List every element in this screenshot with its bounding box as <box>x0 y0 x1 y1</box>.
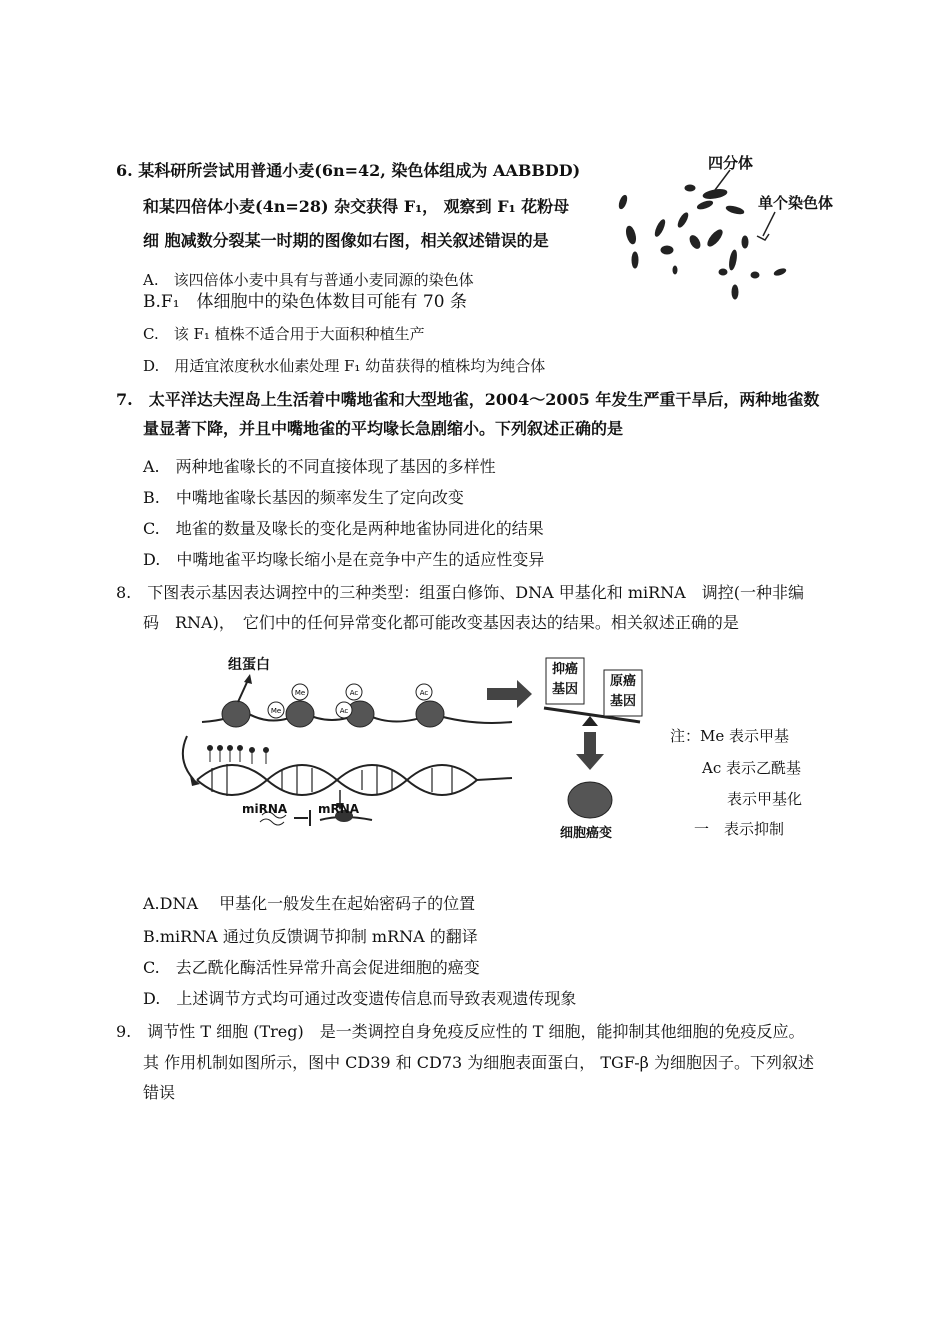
q6-stem-line1: 6. 某科研所尝试用普通小麦(6n=42, 染色体组成为 AABBDD) <box>116 161 581 180</box>
q6-option-b: B.F₁ 体细胞中的染色体数目可能有 70 条 <box>143 292 467 312</box>
mrna-label: mRNA <box>318 802 360 816</box>
gene-regulation-drawing <box>172 650 662 850</box>
q6-option-c: C. 该 F₁ 植株不适合用于大面积种植生产 <box>143 325 425 343</box>
tetrad-label: 四分体 <box>708 154 754 172</box>
q6-option-d: D. 用适宜浓度秋水仙素处理 F₁ 幼苗获得的植株均为纯合体 <box>143 357 546 375</box>
q9-stem-line1: 9. 调节性 T 细胞 (Treg) 是一类调控自身免疫反应性的 T 细胞，能抑制其他细胞的免疫反应。 <box>116 1022 805 1041</box>
svg-text:Ac: Ac <box>339 707 349 715</box>
chromosome-drawing <box>605 150 855 310</box>
cancer-label: 细胞癌变 <box>560 826 613 841</box>
svg-text:Me: Me <box>294 689 306 697</box>
single-chromosome-label: 单个染色体 <box>758 194 834 212</box>
note-methylation: 表示甲基化 <box>727 790 803 808</box>
q8-stem-line1: 8. 下图表示基因表达调控中的三种类型：组蛋白修饰、DNA 甲基化和 miRNA 调控(一种非编 <box>116 583 804 602</box>
q7-option-d: D. 中嘴地雀平均喙长缩小是在竞争中产生的适应性变异 <box>143 550 545 569</box>
q9-stem-line3: 错误 <box>143 1083 176 1102</box>
q8-option-a: A.DNA 甲基化一般发生在起始密码子的位置 <box>143 894 476 913</box>
q8-option-c: C. 去乙酰化酶活性异常升高会促进细胞的癌变 <box>143 958 480 977</box>
q8-option-d: D. 上述调节方式均可通过改变遗传信息而导致表观遗传现象 <box>143 989 577 1008</box>
q8-option-b: B.miRNA 通过负反馈调节抑制 mRNA 的翻译 <box>143 927 478 946</box>
svg-text:Me: Me <box>270 707 282 715</box>
chromosome-figure <box>605 150 855 310</box>
q9-stem-line2: 其 作用机制如图所示，图中 CD39 和 CD73 为细胞表面蛋白， TGF-β 为细胞因子。下列叙述 <box>143 1053 814 1072</box>
svg-text:Ac: Ac <box>349 689 359 697</box>
note-inhibition: 一 表示抑制 <box>694 820 785 838</box>
oncogene-label: 原癌基因 <box>609 674 636 709</box>
note-ac: Ac 表示乙酰基 <box>702 759 802 777</box>
note-me: 注：Me 表示甲基 <box>670 727 790 745</box>
histone-label: 组蛋白 <box>228 657 270 673</box>
q7-stem-line1: 7. 太平洋达夫涅岛上生活着中嘴地雀和大型地雀，2004～2005 年发生严重干旱后，两种地雀数 <box>116 390 820 409</box>
q8-stem-line2: 码 RNA)， 它们中的任何异常变化都可能改变基因表达的结果。相关叙述正确的是 <box>143 613 739 632</box>
q7-stem-line2: 量显著下降，并且中嘴地雀的平均喙长急剧缩小。下列叙述正确的是 <box>143 419 624 438</box>
q6-stem-line3: 细 胞减数分裂某一时期的图像如右图，相关叙述错误的是 <box>143 231 549 250</box>
q6-option-a: A. 该四倍体小麦中具有与普通小麦同源的染色体 <box>143 271 474 289</box>
tumor-suppressor-label: 抑癌基因 <box>551 662 578 697</box>
q7-option-b: B. 中嘴地雀喙长基因的频率发生了定向改变 <box>143 488 464 507</box>
mirna-label: miRNA <box>242 802 288 816</box>
gene-regulation-figure <box>172 650 662 850</box>
q6-stem-line2: 和某四倍体小麦(4n=28) 杂交获得 F₁， 观察到 F₁ 花粉母 <box>143 197 570 216</box>
q7-option-a: A. 两种地雀喙长的不同直接体现了基因的多样性 <box>143 457 496 476</box>
q7-option-c: C. 地雀的数量及喙长的变化是两种地雀协同进化的结果 <box>143 519 544 538</box>
svg-text:Ac: Ac <box>419 689 429 697</box>
